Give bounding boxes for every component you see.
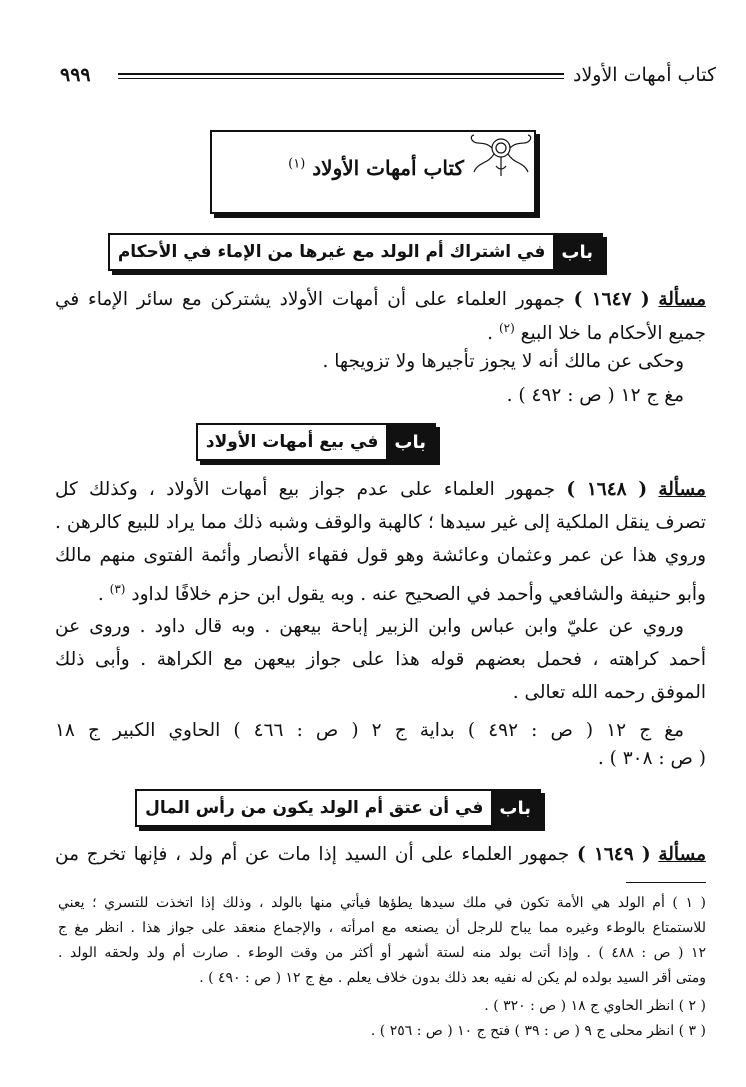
paragraph-line: جميع الأحكام ما خلا البيع $^{(٢)}$ . [487,321,706,345]
chapter-label: باب [553,235,601,269]
footnote-line: ومتى أقر السيد بولده لم يكن له نفيه بعد ذلك بدون خلاف يعلم . مغ ج ١٢ ( ص : ٤٩٠ ) . [199,970,706,986]
footnote-line: للاستمتاع بالوطء وغيره مما يباح للرجل أن يصنعه مع امرأته ، والإجماع منعقد على جواز هذا . انظر مغ ج [58,920,706,936]
line-text: وحكى عن مالك أنه لا يجوز تأجيرها ولا تزويجها . [322,351,684,372]
footnote-line: ( ٢ ) انظر الحاوي ج ١٨ ( ص : ٣٢٠ ) . [484,998,706,1014]
line-text: ( ص : ٣٠٨ ) . [597,748,706,769]
chapter-banner-2 [196,423,436,461]
running-header [60,62,716,92]
line-text: وروي هذا عن عمر وعثمان وعائشة وهو قول فقهاء الأنصار وأئمة الفتوى منهم مالك [55,545,706,566]
line-text: مغ ج ١٢ ( ص : ٤٩٢ ) بداية ج ٢ ( ص : ٤٦٦ ) الحاوي الكبير ج ١٨ [55,720,684,741]
book-title-text: كتاب أمهات الأولاد [312,156,464,180]
reference-line [55,383,684,409]
line-text: جمهور العلماء على أن السيد إذا مات عن أم ولد ، فإنها تخرج من [55,844,570,865]
masala-number: ( ١٦٤٩ ) [576,844,651,865]
line-text: وروي عن عليّ وابن عباس وابن الزبير إباحة بيعهن . وبه قال داود . وروى عن [55,616,684,637]
masala-label: مسألة [658,479,706,500]
line-text: جميع الأحكام ما خلا البيع [520,323,706,345]
paragraph-line [55,614,684,640]
masala-label: مسألة [658,844,706,865]
footnote-line: ( ٣ ) انظر محلى ج ٩ ( ص : ٣٩ ) فتح ج ١٠ ( ص : ٢٥٦ ) . [370,1023,706,1039]
line-text: أحمد كراهته ، فحمل بعضهم قوله هذا على جواز بيعهن مع الكراهة . وأبى ذلك [55,649,706,670]
line-text: تصرف ينقل الملكية إلى غير سيدها ؛ كالهبة والوقف وشبه ذلك مما يراد للبيع كالرهن . [55,512,706,533]
footnote-line: ١٢ ( ص : ٤٨٨ ) . وإذا أتت بولد منه لستة أشهر أو أكثر من وقت الوطء . صارت أم ولد ولحقه الولد . [58,945,706,961]
reference-line [55,718,684,744]
chapter-label: باب [386,425,434,459]
paragraph-line [55,680,706,706]
masala-label: مسألة [658,289,706,310]
header-rule [118,73,564,79]
paragraph-line [55,477,706,503]
paragraph-line [55,543,706,569]
reference-line [55,746,706,772]
chapter-label: باب [491,791,539,825]
page-number: ٩٩٩ [60,64,91,86]
chapter-banner-1 [108,233,603,271]
chapter-title: في اشتراك أم الولد مع غيرها من الإماء في الأحكام [117,242,546,262]
paragraph-line [55,510,706,536]
paragraph-line [55,842,706,868]
paragraph-line [55,647,706,673]
masala-number: ( ١٦٤٨ ) [566,479,648,500]
book-title-footnote-ref: (١) [288,156,306,172]
paragraph-line [55,287,706,313]
floral-ornament-icon [468,132,534,180]
masala-number: ( ١٦٤٧ ) [573,289,650,310]
footnote-ref: (٢) [498,321,515,335]
footnote-line: ( ١ ) أم الولد هي الأمة تكون في ملك سيدها يطؤها فيأتي منها بالولد ، وذلك إذا اتخذت للتسري ؛ يعني [58,895,706,911]
book-title [288,156,464,180]
line-text: وأبو حنيفة والشافعي وأحمد في الصحيح عنه . وبه يقول ابن حزم خلافًا لداود [131,584,706,606]
line-text: الموفق رحمه الله تعالى . [512,682,706,703]
footnote-ref: (٣) [109,582,126,596]
footnote-separator [626,882,706,883]
line-text: مغ ج ١٢ ( ص : ٤٩٢ ) . [506,385,684,406]
running-title: كتاب أمهات الأولاد [572,64,716,86]
paragraph-line [55,349,684,375]
book-title-frame [210,130,536,214]
line-text: جمهور العلماء على عدم جواز بيع أمهات الأولاد ، وكذلك كل [55,479,556,500]
chapter-title: في أن عتق أم الولد يكون من رأس المال [145,798,484,818]
line-text: جمهور العلماء على أن أمهات الأولاد يشتركن مع سائر الإماء في [55,289,565,310]
paragraph-line: وأبو حنيفة والشافعي وأحمد في الصحيح عنه . وبه يقول ابن حزم خلافًا لداود $^{(٣)}$ . [97,582,706,606]
chapter-title: في بيع أمهات الأولاد [205,432,379,452]
chapter-banner-3 [135,789,541,827]
